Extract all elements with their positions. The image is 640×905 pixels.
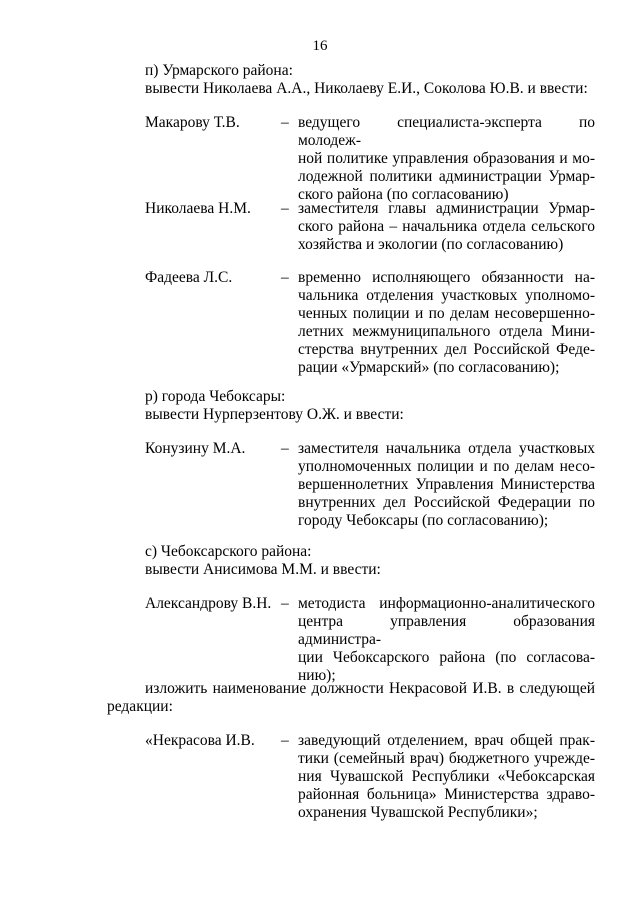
entry-name: Николаева Н.М. (145, 200, 251, 217)
entry-name: Конузину М.А. (145, 440, 246, 457)
description-line: заведующий отделением, врач общей прак- (298, 732, 595, 749)
paragraph-line: редакции: (107, 698, 173, 715)
page-number: 16 (312, 38, 328, 54)
description-line: чальника отделения участковых уполномо- (298, 287, 595, 304)
section-heading-cheboksary-city: р) города Чебоксары: (145, 388, 286, 405)
section-heading-cheboksary-district: с) Чебоксарского района: (145, 543, 312, 560)
description-line: заместителя главы администрации Урмар- (298, 200, 595, 217)
entry-description (298, 269, 595, 377)
description-line: нию); (298, 667, 336, 684)
amendment-paragraph (107, 680, 595, 716)
description-line: ной политике управления образования и мо- (298, 150, 595, 167)
description-line: хозяйства и экологии (по согласованию) (298, 236, 564, 253)
section-instruction-cheboksary-city: вывести Нурперзентову О.Ж. и ввести: (145, 406, 404, 423)
entry-name: Александрову В.Н. (145, 595, 272, 612)
description-line: городу Чебоксары (по согласованию); (298, 512, 549, 529)
entry-name: Фадеева Л.С. (145, 269, 233, 286)
description-line: ния Чувашской Республики «Чебоксарская (298, 768, 595, 785)
entry-dash: – (281, 440, 289, 457)
description-line: тики (семейный врач) бюджетного учрежде- (298, 750, 595, 767)
section-instruction-cheboksary-district: вывести Анисимова М.М. и ввести: (145, 561, 381, 578)
description-line: охранения Чувашской Республики»; (298, 804, 538, 821)
description-line: ведущего специалиста-эксперта по молодеж- (298, 114, 595, 149)
description-line: ского района – начальника отдела сельского (298, 218, 595, 235)
entry-dash: – (281, 114, 289, 131)
description-line: уполномоченных полиции и по делам несо- (298, 458, 595, 475)
paragraph-line: изложить наименование должности Некрасовой И.В. в следующей (145, 680, 595, 697)
description-line: лодежной политики администрации Урмар- (298, 168, 595, 185)
entry-dash: – (281, 595, 289, 612)
section-instruction-urmary: вывести Николаева А.А., Николаеву Е.И., Соколова Ю.В. и ввести: (145, 80, 588, 97)
description-line: ского района (по согласованию) (298, 186, 509, 203)
entry-dash: – (281, 732, 289, 749)
entry-description (298, 114, 595, 204)
section-heading-urmary: п) Урмарского района: (145, 62, 293, 79)
entry-dash: – (281, 269, 289, 286)
description-line: внутренних дел Российской Федерации по (298, 494, 595, 511)
entry-description (298, 440, 595, 530)
entry-description (298, 595, 595, 685)
entry-name: «Некрасова И.В. (145, 732, 255, 749)
description-line: ции Чебоксарского района (по согласова- (298, 649, 595, 666)
description-line: рации «Урмарский» (по согласованию); (298, 359, 560, 376)
entry-name: Макарову Т.В. (145, 114, 240, 131)
description-line: ченных полиции и по делам несовершенно- (298, 305, 595, 322)
description-line: стерства внутренних дел Российской Феде- (298, 341, 595, 358)
description-line: заместителя начальника отдела участковых (298, 440, 595, 457)
description-line: центра управления образования администра- (298, 613, 595, 648)
entry-dash: – (281, 200, 289, 217)
entry-description (298, 732, 595, 822)
description-line: районная больница» Министерства здраво- (298, 786, 595, 803)
description-line: методиста информационно-аналитического (298, 595, 595, 612)
description-line: летних межмуниципального отдела Мини- (298, 323, 595, 340)
description-line: вершеннолетних Управления Министерства (298, 476, 595, 493)
entry-description (298, 200, 595, 254)
description-line: временно исполняющего обязанности на- (298, 269, 595, 286)
